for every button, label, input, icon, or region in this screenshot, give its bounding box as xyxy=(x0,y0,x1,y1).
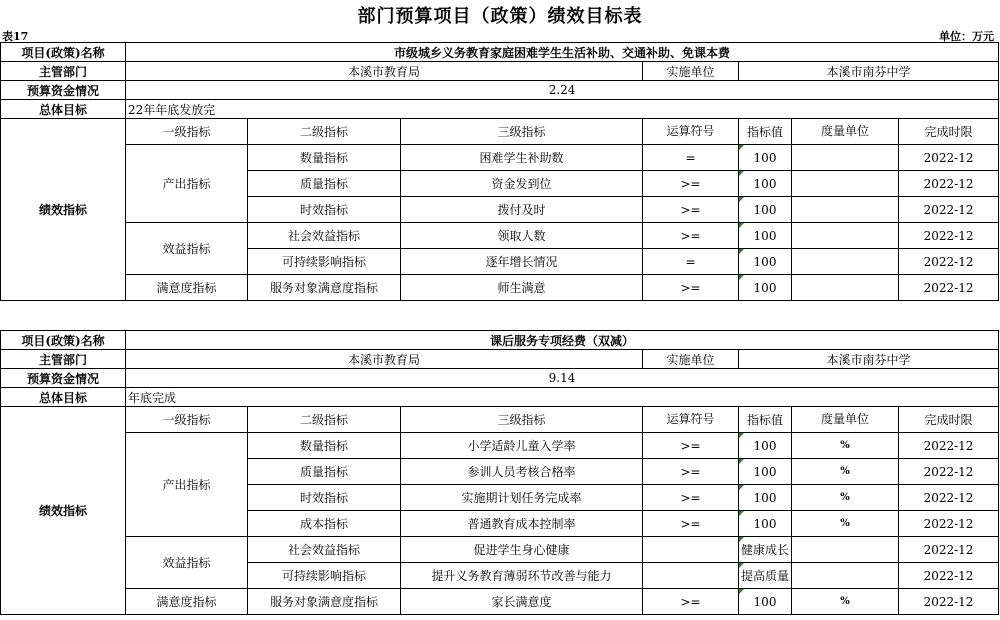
col-header: 二级指标 xyxy=(248,119,401,145)
value-cell: 100 xyxy=(739,223,792,249)
level3-cell: 师生满意 xyxy=(401,275,643,301)
level2-cell: 质量指标 xyxy=(248,171,401,197)
value-cell: 100 xyxy=(739,275,792,301)
deadline-cell: 2022-12 xyxy=(899,249,999,275)
operator-cell: = xyxy=(643,145,739,171)
unit-cell xyxy=(792,171,899,197)
performance-table-2 xyxy=(0,330,999,615)
col-header: 三级指标 xyxy=(401,407,643,433)
goal-value: 年底完成 xyxy=(126,388,999,407)
col-header: 度量单位 xyxy=(792,407,899,433)
value-cell: 100 xyxy=(739,589,792,615)
dept-value: 本溪市教育局 xyxy=(126,62,643,81)
unit-cell xyxy=(792,275,899,301)
page-title: 部门预算项目（政策）绩效目标表 xyxy=(357,6,643,27)
unit-cell: % xyxy=(792,589,899,615)
impl-unit-label: 实施单位 xyxy=(643,62,739,81)
unit-cell xyxy=(792,249,899,275)
unit-cell: % xyxy=(792,485,899,511)
impl-unit-value: 本溪市南芬中学 xyxy=(739,62,999,81)
table-row xyxy=(1,223,999,249)
table-number: 表17 xyxy=(2,30,29,43)
col-header: 指标值 xyxy=(739,407,792,433)
operator-cell: >= xyxy=(643,511,739,537)
level3-cell: 逐年增长情况 xyxy=(401,249,643,275)
operator-cell: >= xyxy=(643,459,739,485)
deadline-cell: 2022-12 xyxy=(899,511,999,537)
deadline-cell: 2022-12 xyxy=(899,589,999,615)
perf-label: 绩效指标 xyxy=(1,407,126,615)
value-cell: 100 xyxy=(739,171,792,197)
goal-label: 总体目标 xyxy=(1,100,126,119)
project-name-label: 项目(政策)名称 xyxy=(1,43,126,62)
value-cell: 100 xyxy=(739,459,792,485)
table-row xyxy=(1,275,999,301)
deadline-cell: 2022-12 xyxy=(899,197,999,223)
level3-cell: 提升义务教育薄弱环节改善与能力 xyxy=(401,563,643,589)
unit-cell xyxy=(792,145,899,171)
table-row xyxy=(1,145,999,171)
level1-cell: 满意度指标 xyxy=(126,589,248,615)
operator-cell: >= xyxy=(643,433,739,459)
operator-cell: >= xyxy=(643,485,739,511)
level3-cell: 资金发到位 xyxy=(401,171,643,197)
unit-cell: % xyxy=(792,511,899,537)
level1-cell: 效益指标 xyxy=(126,223,248,275)
level2-cell: 可持续影响指标 xyxy=(248,563,401,589)
level2-cell: 成本指标 xyxy=(248,511,401,537)
unit-label: 单位：万元 xyxy=(939,30,994,43)
level2-cell: 服务对象满意度指标 xyxy=(248,275,401,301)
level1-cell: 产出指标 xyxy=(126,145,248,223)
col-header: 运算符号 xyxy=(643,407,739,433)
deadline-cell: 2022-12 xyxy=(899,433,999,459)
operator-cell: >= xyxy=(643,197,739,223)
col-header: 完成时限 xyxy=(899,407,999,433)
dept-value: 本溪市教育局 xyxy=(126,350,643,369)
dept-label: 主管部门 xyxy=(1,62,126,81)
operator-cell: >= xyxy=(643,275,739,301)
level3-cell: 实施期计划任务完成率 xyxy=(401,485,643,511)
level3-cell: 小学适龄儿童入学率 xyxy=(401,433,643,459)
perf-label: 绩效指标 xyxy=(1,119,126,301)
value-cell: 100 xyxy=(739,249,792,275)
level2-cell: 数量指标 xyxy=(248,433,401,459)
operator-cell xyxy=(643,537,739,563)
project-name-value: 课后服务专项经费（双减） xyxy=(126,331,999,350)
col-header: 指标值 xyxy=(739,119,792,145)
operator-cell: >= xyxy=(643,223,739,249)
budget-label: 预算资金情况 xyxy=(1,81,126,100)
project-name-label: 项目(政策)名称 xyxy=(1,331,126,350)
goal-value: 22年年底发放完 xyxy=(126,100,999,119)
unit-cell xyxy=(792,223,899,249)
deadline-cell: 2022-12 xyxy=(899,171,999,197)
table-row xyxy=(1,589,999,615)
deadline-cell: 2022-12 xyxy=(899,459,999,485)
deadline-cell: 2022-12 xyxy=(899,485,999,511)
deadline-cell: 2022-12 xyxy=(899,145,999,171)
table-row xyxy=(1,537,999,563)
performance-table-1 xyxy=(0,42,999,301)
value-cell: 100 xyxy=(739,197,792,223)
level2-cell: 可持续影响指标 xyxy=(248,249,401,275)
level3-cell: 参训人员考核合格率 xyxy=(401,459,643,485)
level3-cell: 领取人数 xyxy=(401,223,643,249)
deadline-cell: 2022-12 xyxy=(899,563,999,589)
level2-cell: 质量指标 xyxy=(248,459,401,485)
table-row xyxy=(1,433,999,459)
unit-cell xyxy=(792,563,899,589)
operator-cell: >= xyxy=(643,171,739,197)
impl-unit-label: 实施单位 xyxy=(643,350,739,369)
level1-cell: 效益指标 xyxy=(126,537,248,589)
level2-cell: 服务对象满意度指标 xyxy=(248,589,401,615)
budget-label: 预算资金情况 xyxy=(1,369,126,388)
budget-value: 2.24 xyxy=(126,81,999,100)
col-header: 三级指标 xyxy=(401,119,643,145)
value-cell: 100 xyxy=(739,485,792,511)
col-header: 二级指标 xyxy=(248,407,401,433)
impl-unit-value: 本溪市南芬中学 xyxy=(739,350,999,369)
value-cell: 100 xyxy=(739,433,792,459)
level3-cell: 家长满意度 xyxy=(401,589,643,615)
level3-cell: 拨付及时 xyxy=(401,197,643,223)
level3-cell: 促进学生身心健康 xyxy=(401,537,643,563)
col-header: 一级指标 xyxy=(126,407,248,433)
unit-cell: % xyxy=(792,459,899,485)
deadline-cell: 2022-12 xyxy=(899,537,999,563)
level2-cell: 数量指标 xyxy=(248,145,401,171)
level3-cell: 困难学生补助数 xyxy=(401,145,643,171)
col-header: 完成时限 xyxy=(899,119,999,145)
level3-cell: 普通教育成本控制率 xyxy=(401,511,643,537)
level2-cell: 时效指标 xyxy=(248,197,401,223)
col-header: 一级指标 xyxy=(126,119,248,145)
project-name-value: 市级城乡义务教育家庭困难学生生活补助、交通补助、免课本费 xyxy=(126,43,999,62)
deadline-cell: 2022-12 xyxy=(899,223,999,249)
operator-cell xyxy=(643,563,739,589)
level1-cell: 产出指标 xyxy=(126,433,248,537)
value-cell: 健康成长 xyxy=(739,537,792,563)
col-header: 度量单位 xyxy=(792,119,899,145)
dept-label: 主管部门 xyxy=(1,350,126,369)
level1-cell: 满意度指标 xyxy=(126,275,248,301)
level2-cell: 社会效益指标 xyxy=(248,223,401,249)
col-header: 运算符号 xyxy=(643,119,739,145)
value-cell: 100 xyxy=(739,145,792,171)
goal-label: 总体目标 xyxy=(1,388,126,407)
operator-cell: >= xyxy=(643,589,739,615)
budget-value: 9.14 xyxy=(126,369,999,388)
value-cell: 100 xyxy=(739,511,792,537)
operator-cell: = xyxy=(643,249,739,275)
unit-cell: % xyxy=(792,433,899,459)
level2-cell: 时效指标 xyxy=(248,485,401,511)
unit-cell xyxy=(792,537,899,563)
deadline-cell: 2022-12 xyxy=(899,275,999,301)
value-cell: 提高质量 xyxy=(739,563,792,589)
unit-cell xyxy=(792,197,899,223)
level2-cell: 社会效益指标 xyxy=(248,537,401,563)
